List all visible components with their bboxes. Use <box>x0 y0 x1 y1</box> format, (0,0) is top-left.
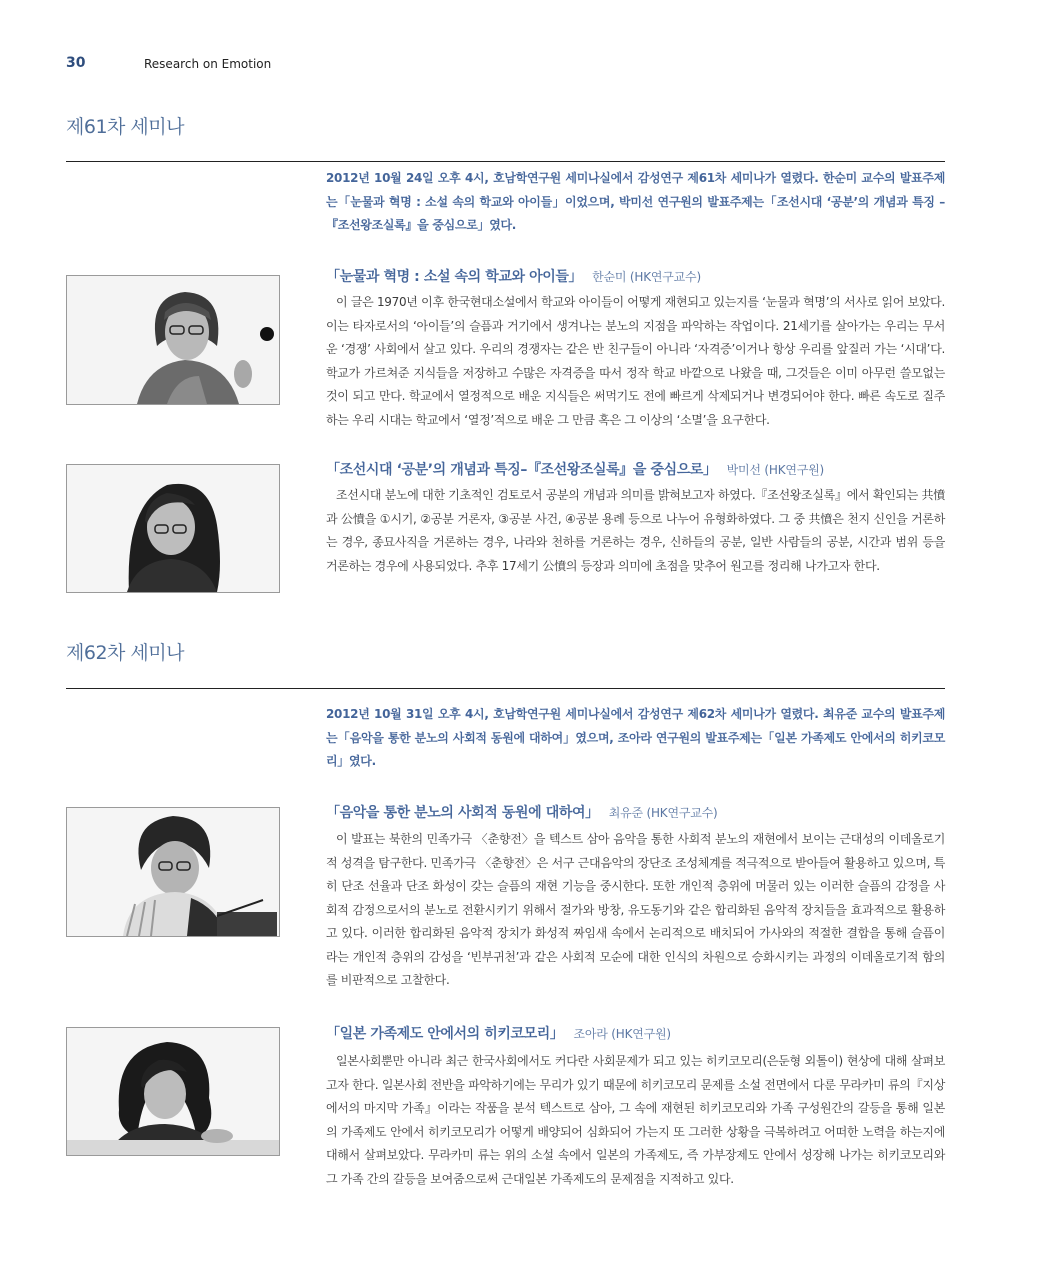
photo-woman-long-hair-glasses-icon <box>67 465 279 592</box>
section-heading: 제62차 세미나 <box>66 642 184 664</box>
section-divider <box>66 161 945 162</box>
page-number: 30 <box>66 55 86 71</box>
speaker-photo <box>66 1027 280 1156</box>
talk-title: 「일본 가족제도 안에서의 히키코모리」 <box>326 1026 564 1042</box>
speaker-photo <box>66 807 280 937</box>
running-title: Research on Emotion <box>144 57 272 71</box>
photo-woman-writing-icon <box>67 1028 279 1155</box>
talk-speaker: 한순미 (HK연구교수) <box>592 270 701 284</box>
photo-woman-short-hair-glasses-icon <box>67 276 279 404</box>
talk-title: 「조선시대 ‘공분’의 개념과 특징–『조선왕조실록』을 중심으로」 <box>326 462 717 478</box>
section-divider <box>66 688 945 689</box>
talk-speaker: 박미선 (HK연구원) <box>726 463 825 477</box>
talk-abstract: 이 글은 1970년 이후 한국현대소설에서 학교와 아이들이 어떻게 재현되고 있는지를 ‘눈물과 혁명’의 서사로 읽어 보았다. 이는 타자로서의 ‘아이들’의 슬픔과 거기에서 생겨나는 분노의 지점을 파악하는 작업이다. 21세기를 살아가는 우리는 무서운 ‘경쟁’ 사회에서 살고 있다. 우리의 경쟁자는 같은 반 친구들이 아니라 ‘자격증’이거나 항상 우리를 앞질러 가는 ‘시대’다. 학교가 가르쳐준 지식들을 저장하고 수많은 자격증을 따서 정작 학교 바깥으로 나왔을 때, 그것들은 이미 아무런 쓸모없는 것이 되고 만다. 학교에서 열정적으로 배운 지식들은 써먹기도 전에 빠르게 삭제되거나 변경되어야 한다. 빠른 속도로 질주하는 우리 시대는 학교에서 ‘열정’적으로 배운 그 만큼 혹은 그 이상의 ‘소멸’을 요구한다. <box>326 295 945 427</box>
talk-title-row <box>326 459 945 479</box>
speaker-photo <box>66 275 280 405</box>
talk-title: 「음악을 통한 분노의 사회적 동원에 대하여」 <box>326 805 599 821</box>
section-heading: 제61차 세미나 <box>66 116 184 138</box>
photo-man-curly-hair-glasses-icon <box>67 808 279 936</box>
talk-title-row <box>326 266 945 286</box>
talk-speaker: 조아라 (HK연구원) <box>573 1027 671 1041</box>
talk-abstract: 일본사회뿐만 아니라 최근 한국사회에서도 커다란 사회문제가 되고 있는 히키코모리(은둔형 외톨이) 현상에 대해 살펴보고자 한다. 일본사회 전반을 파악하기에는 무리가 있기 때문에 히키코모리 문제를 소설 전면에서 다룬 무라카미 류의『지상에서의 마지막 가족』이라는 작품을 분석 텍스트로 삼아, 그 속에 재현된 히키코모리와 가족 구성원간의 갈등을 통해 일본의 가족제도 안에서 히키코모리가 어떻게 배양되어 심화되어 가는지 또 그러한 상황을 극복하려고 어떠한 노력을 하는지에 대해서 살펴보았다. 무라카미 류는 위의 소설 속에서 일본의 가족제도, 즉 가부장제도 안에서 성장해 나가는 히키코모리와 그 가족 간의 갈등을 보여줌으로써 근대일본 가족제도의 문제점을 지적하고 있다. <box>326 1054 945 1186</box>
speaker-photo <box>66 464 280 593</box>
talk-abstract: 조선시대 분노에 대한 기초적인 검토로서 공분의 개념과 의미를 밝혀보고자 하였다.『조선왕조실록』에서 확인되는 共憤과 公憤을 ①시기, ②공분 거론자, ③공분 사건, ④공분 용례 등으로 나누어 유형화하였다. 그 중 共憤은 천지 신인을 거론하는 경우, 종묘사직을 거론하는 경우, 나라와 천하를 거론하는 경우, 신하들의 공분, 일반 사람들의 공분, 시간과 범위 등을 거론하는 경우에 사용되었다. 추후 17세기 公憤의 등장과 의미에 초점을 맞추어 원고를 정리해 나가고자 한다. <box>326 488 945 573</box>
talk-speaker: 최유준 (HK연구교수) <box>608 806 718 820</box>
talk-title-row <box>326 802 945 822</box>
section-intro: 2012년 10월 24일 오후 4시, 호남학연구원 세미나실에서 감성연구 제61차 세미나가 열렸다. 한순미 교수의 발표주제는「눈물과 혁명 : 소설 속의 학교와 아이들」이었으며, 박미선 연구원의 발표주제는「조선시대 ‘공분’의 개념과 특징 –『조선왕조실록』을 중심으로」였다. <box>326 171 945 232</box>
talk-title: 「눈물과 혁명 : 소설 속의 학교와 아이들」 <box>326 269 583 285</box>
talk-title-row <box>326 1023 945 1043</box>
talk-abstract: 이 발표는 북한의 민족가극 〈춘향전〉을 텍스트 삼아 음악을 통한 사회적 분노의 재현에서 보이는 근대성의 이데올로기적 성격을 탐구한다. 민족가극 〈춘향전〉은 서구 근대음악의 장단조 조성체계를 적극적으로 받아들여 활용하고 있으며, 특히 단조 선율과 단조 화성이 갖는 슬픔의 재현 기능을 중시한다. 또한 개인적 층위에 머물러 있는 이러한 슬픔의 감정을 사회적 감정으로서의 분노로 전환시키기 위해서 절가와 방창, 유도동기와 같은 합리화된 음악적 장치들을 효과적으로 활용하고 있다. 이러한 합리화된 음악적 장치가 화성적 짜임새 속에서 논리적으로 배치되어 가사와의 적절한 결합을 통해 슬픔이라는 개인적 층위의 감성을 ‘빈부귀천’과 같은 사회적 모순에 대한 인식의 차원으로 승화시키는 과정의 이데올로기적 함의를 비판적으로 고찰한다. <box>326 832 945 987</box>
section-intro: 2012년 10월 31일 오후 4시, 호남학연구원 세미나실에서 감성연구 제62차 세미나가 열렸다. 최유준 교수의 발표주제는「음악을 통한 분노의 사회적 동원에 대하여」였으며, 조아라 연구원의 발표주제는「일본 가족제도 안에서의 히키코모리」였다. <box>326 707 945 768</box>
